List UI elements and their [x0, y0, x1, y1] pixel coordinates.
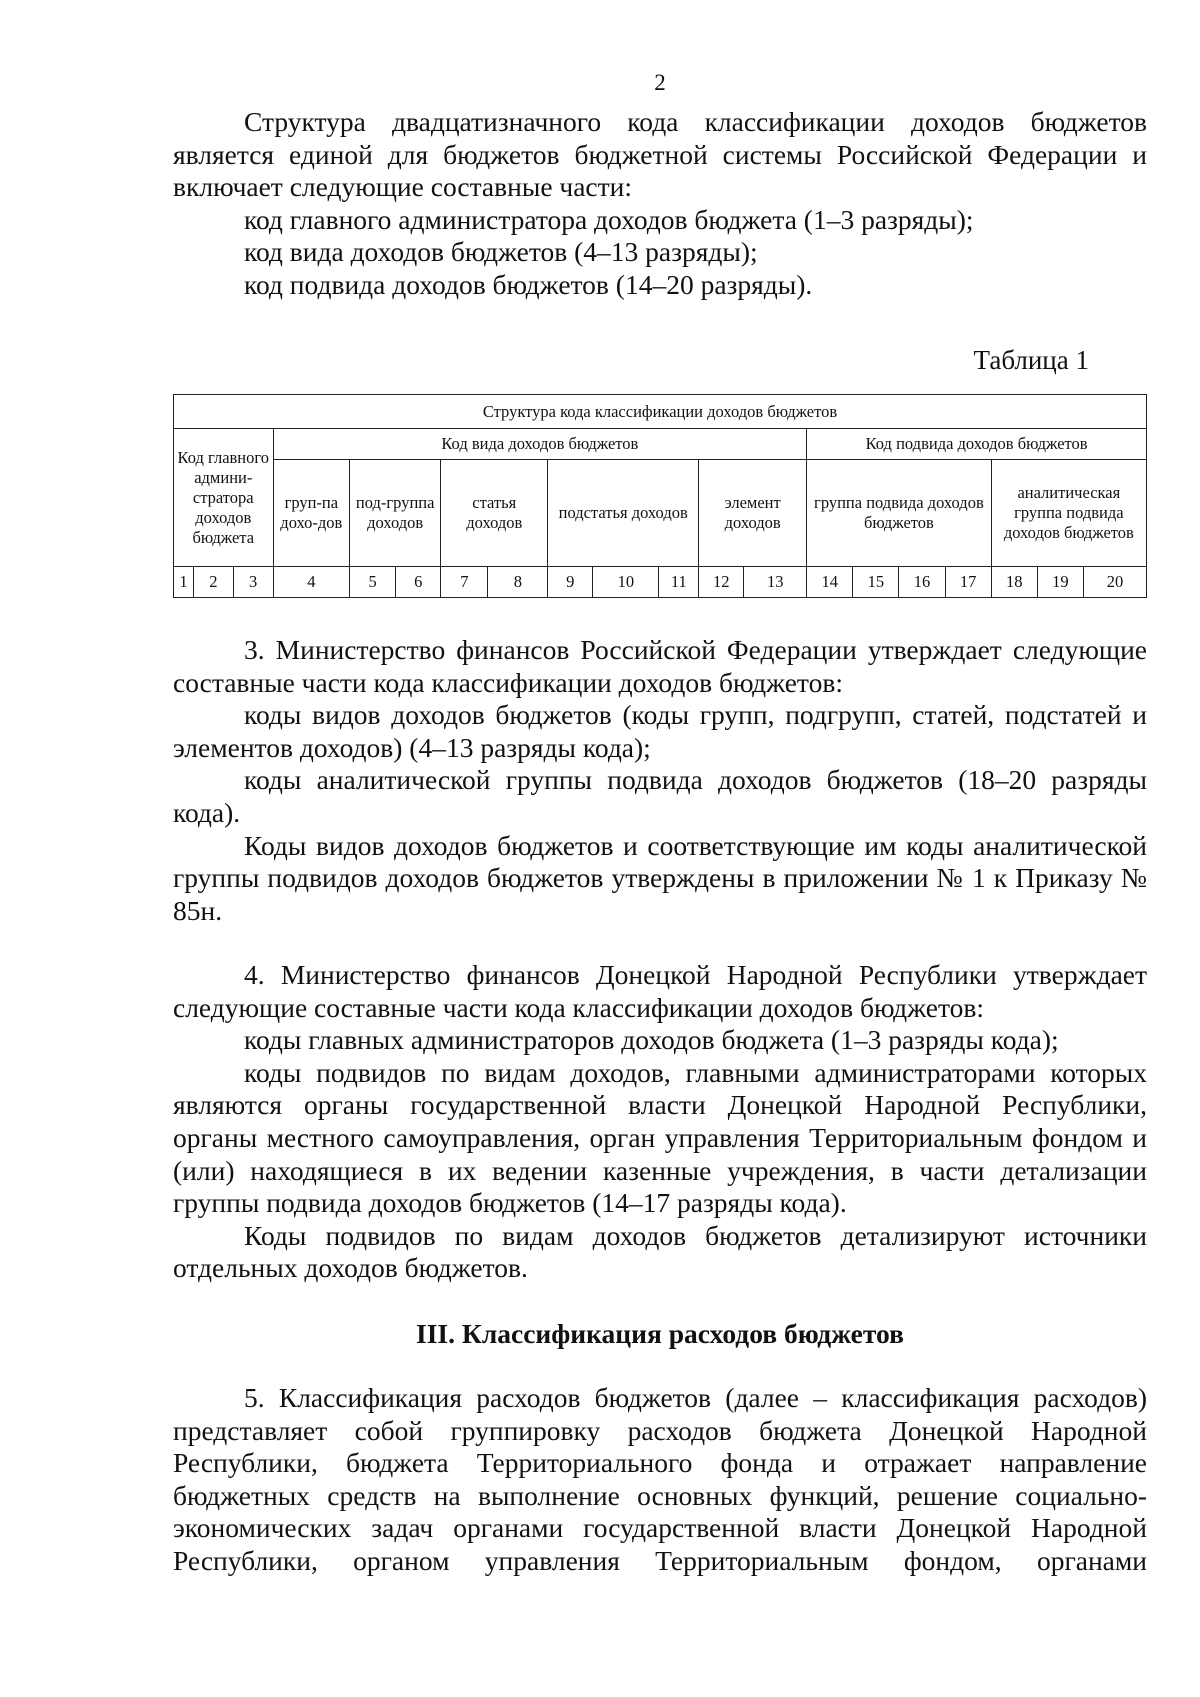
digit-cell: 10 — [593, 567, 659, 598]
sub-income-group: груп-па дохо-дов — [273, 460, 350, 567]
section5-paragraph-1: 5. Классификация расходов бюджетов (далее – классификация расходов) представляет собой группировку расходов бюджета Донецкой Народной Республики, бюджета Территориального фонда и отражает направление бюджетных средств на выполнение основных функций, решение социально-экономических задач органами государственной власти Донецкой Народной Республики, органом управления Территориальным фондом, органами — [173, 1382, 1147, 1576]
intro-section — [173, 106, 1147, 302]
sub-analytic-group: аналитическая группа подвида доходов бюджетов — [991, 460, 1146, 567]
section4-paragraph-1: 4. Министерство финансов Донецкой Народной Республики утверждает следующие составные части кода классификации доходов бюджетов: — [173, 959, 1147, 1023]
section3-paragraph-3: коды аналитической группы подвида доходов бюджетов (18–20 разряды кода). — [173, 764, 1147, 828]
table-caption: Таблица 1 — [973, 345, 1089, 375]
digit-cell: 17 — [945, 567, 991, 598]
col-income-subkind-code: Код подвида доходов бюджетов — [807, 429, 1147, 460]
table-title: Структура кода классификации доходов бюджетов — [174, 395, 1147, 429]
col-admin-code: Код главного админи-стратора доходов бюджета — [174, 429, 274, 567]
digit-cell: 18 — [991, 567, 1037, 598]
digit-cell: 2 — [193, 567, 233, 598]
digit-cell: 1 — [174, 567, 194, 598]
digit-cell: 7 — [441, 567, 488, 598]
sub-income-subgroup: под-группа доходов — [350, 460, 441, 567]
income-code-structure-table — [173, 394, 1147, 598]
sub-income-article: статья доходов — [441, 460, 548, 567]
digit-cell: 5 — [350, 567, 396, 598]
digit-cell: 19 — [1037, 567, 1083, 598]
intro-item-2: код вида доходов бюджетов (4–13 разряды); — [244, 236, 758, 268]
digit-cell: 11 — [659, 567, 699, 598]
digit-cell: 12 — [699, 567, 744, 598]
section4-paragraph-3: коды подвидов по видам доходов, главными администраторами которых являются органы государственной власти Донецкой Народной Республики, органы местного самоуправления, орган управления Территориальным фондом и (или) находящиеся в их ведении казенные учреждения, в части детализации группы подвида доходов бюджетов (14–17 разряды кода). — [173, 1056, 1147, 1219]
intro-item-3: код подвида доходов бюджетов (14–20 разряды). — [244, 268, 813, 300]
section4-paragraph-2: коды главных администраторов доходов бюджета (1–3 разряды кода); — [244, 1024, 1059, 1056]
sub-income-element: элемент доходов — [699, 460, 807, 567]
digit-cell: 16 — [899, 567, 945, 598]
digit-cell: 20 — [1083, 567, 1146, 598]
section-5 — [173, 1382, 1147, 1578]
intro-paragraph: Структура двадцатизначного кода классификации доходов бюджетов является единой для бюджетов бюджетной системы Российской Федерации и включает следующие составные части: — [173, 106, 1147, 203]
digit-cell: 14 — [807, 567, 853, 598]
section4-paragraph-4: Коды подвидов по видам доходов бюджетов детализируют источники отдельных доходов бюджетов. — [173, 1219, 1147, 1284]
digit-cell: 13 — [744, 567, 807, 598]
digit-cell: 4 — [273, 567, 350, 598]
section-4 — [173, 959, 1147, 1285]
digit-cell: 9 — [548, 567, 593, 598]
digit-cell: 15 — [853, 567, 899, 598]
digit-cell: 6 — [396, 567, 441, 598]
sub-income-subarticle: подстатья доходов — [548, 460, 699, 567]
section3-paragraph-2: коды видов доходов бюджетов (коды групп, подгрупп, статей, подстатей и элементов доходов) (4–13 разряды кода); — [173, 699, 1147, 763]
page-number: 2 — [654, 70, 666, 95]
section3-paragraph-1: 3. Министерство финансов Российской Федерации утверждает следующие составные части кода классификации доходов бюджетов: — [173, 634, 1147, 698]
col-income-kind-code: Код вида доходов бюджетов — [273, 429, 807, 460]
section-3 — [173, 634, 1147, 927]
intro-item-1: код главного администратора доходов бюджета (1–3 разряды); — [244, 203, 974, 235]
section-heading: III. Классификация расходов бюджетов — [416, 1318, 904, 1349]
sub-subkind-group: группа подвида доходов бюджетов — [807, 460, 992, 567]
digit-cell: 8 — [488, 567, 548, 598]
digit-cell: 3 — [233, 567, 273, 598]
section3-paragraph-4: Коды видов доходов бюджетов и соответствующие им коды аналитической группы подвидов доходов бюджетов утверждены в приложении № 1 к Приказу № 85н. — [173, 829, 1147, 926]
